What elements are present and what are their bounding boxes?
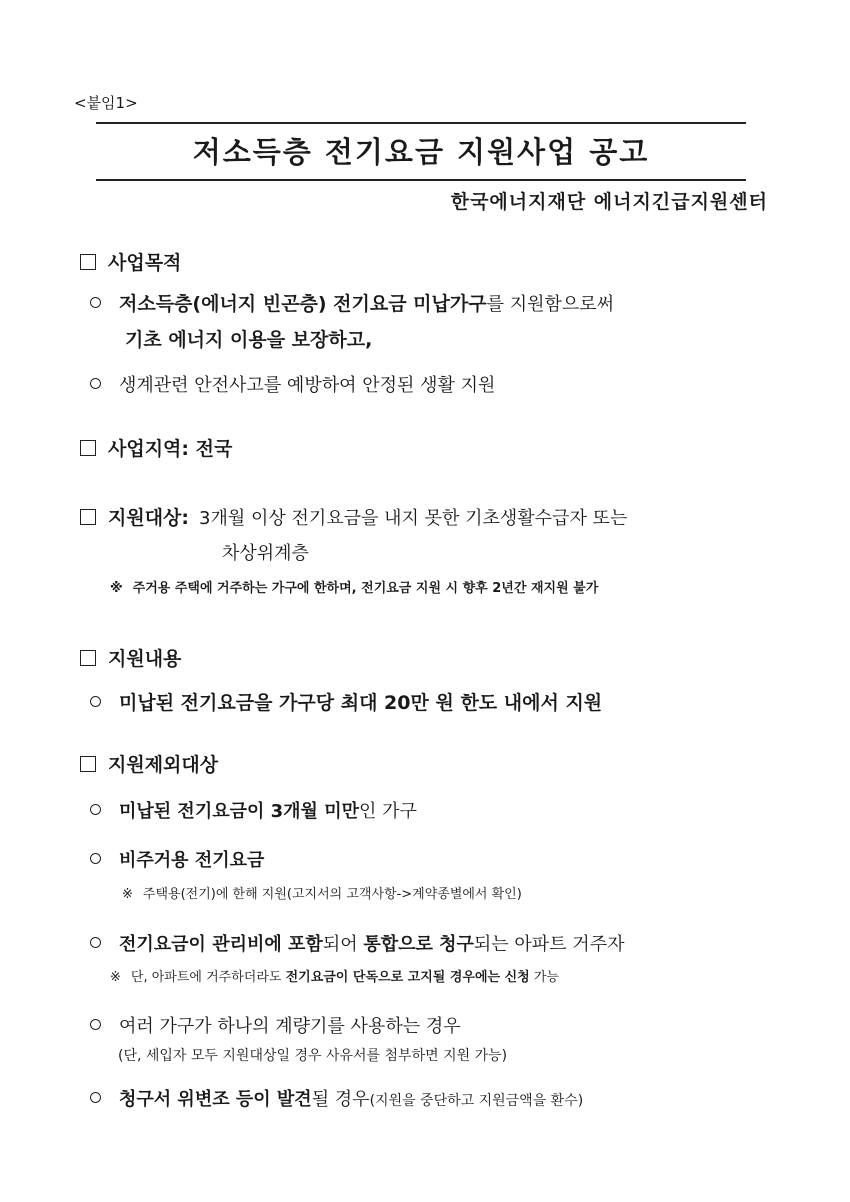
exclusion-item-4: 여러 가구가 하나의 계량기를 사용하는 경우 xyxy=(90,1012,461,1038)
exclusion-item-2: 비주거용 전기요금 xyxy=(90,846,264,872)
bullet-circle-icon xyxy=(90,297,101,308)
purpose-item-2: 생계관련 안전사고를 예방하여 안정된 생활 지원 xyxy=(90,371,495,397)
bullet-circle-icon xyxy=(90,804,101,815)
content-item: 미납된 전기요금을 가구당 최대 20만 원 한도 내에서 지원 xyxy=(90,688,602,715)
target-note: ※ 주거용 주택에 거주하는 가구에 한하며, 전기요금 지원 시 향후 2년간 재지원 불가 xyxy=(110,581,599,596)
bullet-circle-icon xyxy=(90,853,101,864)
organization-name: 한국에너지재단 에너지긴급지원센터 xyxy=(450,191,768,213)
checkbox-square-icon xyxy=(80,509,96,525)
bullet-circle-icon xyxy=(90,937,101,948)
exclusion-item-2-note: ※ 주택용(전기)에 한해 지원(고지서의 고객사항->계약종별에서 확인) xyxy=(122,887,522,902)
bullet-circle-icon xyxy=(90,696,101,707)
attachment-label: <붙임1> xyxy=(74,94,138,112)
exclusion-item-3-note: ※ 단, 아파트에 거주하더라도 전기요금이 단독으로 고지될 경우에는 신청 가능 xyxy=(110,970,559,985)
checkbox-square-icon xyxy=(80,756,96,772)
title-top-rule xyxy=(96,122,746,124)
section-region-heading: 사업지역: 전국 xyxy=(80,434,232,461)
exclusion-item-4-sub: (단, 세입자 모두 지원대상일 경우 사유서를 첨부하면 지원 가능) xyxy=(118,1048,508,1064)
document-title: 저소득층 전기요금 지원사업 공고 xyxy=(192,135,650,169)
section-target: 지원대상: 3개월 이상 전기요금을 내지 못한 기초생활수급자 또는 xyxy=(80,503,627,530)
exclusion-item-3: 전기요금이 관리비에 포함되어 통합으로 청구되는 아파트 거주자 xyxy=(90,930,624,956)
checkbox-square-icon xyxy=(80,254,96,270)
title-bottom-rule xyxy=(96,179,746,181)
purpose-item-1: 저소득층(에너지 빈곤층) 전기요금 미납가구를 지원함으로써 xyxy=(90,289,614,316)
exclusion-item-1: 미납된 전기요금이 3개월 미만인 가구 xyxy=(90,797,417,823)
checkbox-square-icon xyxy=(80,650,96,666)
bullet-circle-icon xyxy=(90,1019,101,1030)
bullet-circle-icon xyxy=(90,1092,101,1103)
purpose-item-1-line2: 기초 에너지 이용을 보장하고, xyxy=(125,329,373,351)
target-text-line2: 차상위계층 xyxy=(222,543,309,564)
checkbox-square-icon xyxy=(80,440,96,456)
bullet-circle-icon xyxy=(90,378,101,389)
section-content-heading: 지원내용 xyxy=(80,644,181,671)
section-exclusion-heading: 지원제외대상 xyxy=(80,750,218,777)
exclusion-item-5: 청구서 위변조 등이 발견될 경우(지원을 중단하고 지원금액을 환수) xyxy=(90,1085,583,1111)
section-purpose-heading: 사업목적 xyxy=(80,248,181,275)
